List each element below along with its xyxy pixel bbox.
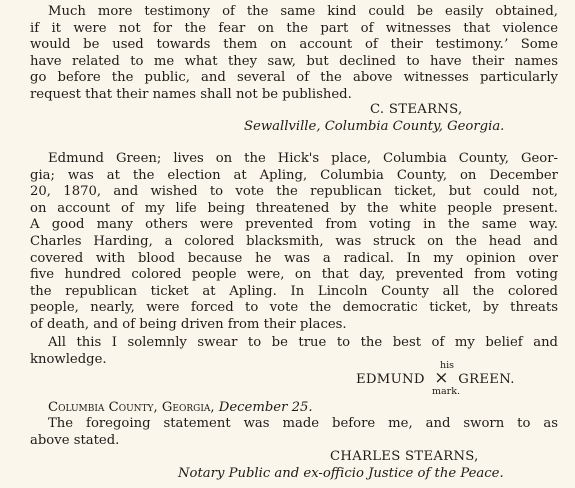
text-line: knowledge.	[30, 351, 107, 367]
x-mark-icon: ×	[434, 368, 449, 388]
text-line: go before the public, and several of the above witnesses particularly	[30, 70, 558, 86]
text-line: gia; was at the election at Apling, Columbia County, on December	[30, 167, 558, 183]
venue-date: December 25.	[218, 400, 313, 415]
text-line: five hundred colored people were, on that day, prevented from voting	[30, 267, 558, 283]
venue-county: Columbia County, Georgia,	[48, 400, 215, 415]
text-line: A good many others were prevented from voting in the same way.	[30, 217, 558, 233]
text-line: if it were not for the fear on the part of witnesses that violence	[30, 20, 558, 36]
text-line: request that their names shall not be published.	[30, 86, 352, 102]
signature-location: Sewallville, Columbia County, Georgia.	[244, 119, 505, 134]
signature-notary-title: Notary Public and ex-officio Justice of the Peace.	[178, 466, 504, 481]
venue-line	[48, 400, 313, 417]
paragraph-oath	[30, 335, 558, 368]
paragraph-notary-statement	[30, 416, 558, 449]
text-line: All this I solemnly swear to be true to the best of my belief and	[48, 335, 558, 350]
signature-first-name: EDMUND	[356, 372, 425, 387]
paragraph-testimony-intro	[30, 4, 558, 104]
signature-charles-stearns: CHARLES STEARNS,	[330, 449, 479, 464]
text-line: on account of my life being threatened by the white people present.	[30, 200, 558, 216]
text-line: have related to me what they saw, but declined to have their names	[30, 53, 558, 69]
text-line: above stated.	[30, 432, 120, 448]
paragraph-edmund-green-testimony	[30, 151, 558, 334]
text-line: the republican ticket at Apling. In Lincoln County all the colored	[30, 283, 558, 299]
text-line: 20, 1870, and wished to vote the republican ticket, but could not,	[30, 184, 558, 200]
text-line: Much more testimony of the same kind could be easily obtained,	[48, 4, 558, 19]
text-line: The foregoing statement was made before me, and sworn to as	[48, 416, 558, 431]
signature-mark-label: mark.	[432, 386, 460, 397]
signature-last-name: GREEN.	[458, 372, 515, 387]
text-line: of death, and of being driven from their places.	[30, 316, 347, 332]
text-line: covered with blood because he was a radical. In my opinion over	[30, 250, 558, 266]
signature-c-stearns: C. STEARNS,	[370, 102, 463, 117]
text-line: Charles Harding, a colored blacksmith, was struck on the head and	[30, 233, 558, 249]
text-line: Edmund Green; lives on the Hick's place, Columbia County, Geor-	[48, 151, 558, 166]
signature-his-label: his	[440, 360, 455, 371]
text-line: would be used towards them on account of their testimony.ʼ Some	[30, 37, 558, 53]
text-line: people, nearly, were forced to vote the democratic ticket, by threats	[30, 300, 558, 316]
